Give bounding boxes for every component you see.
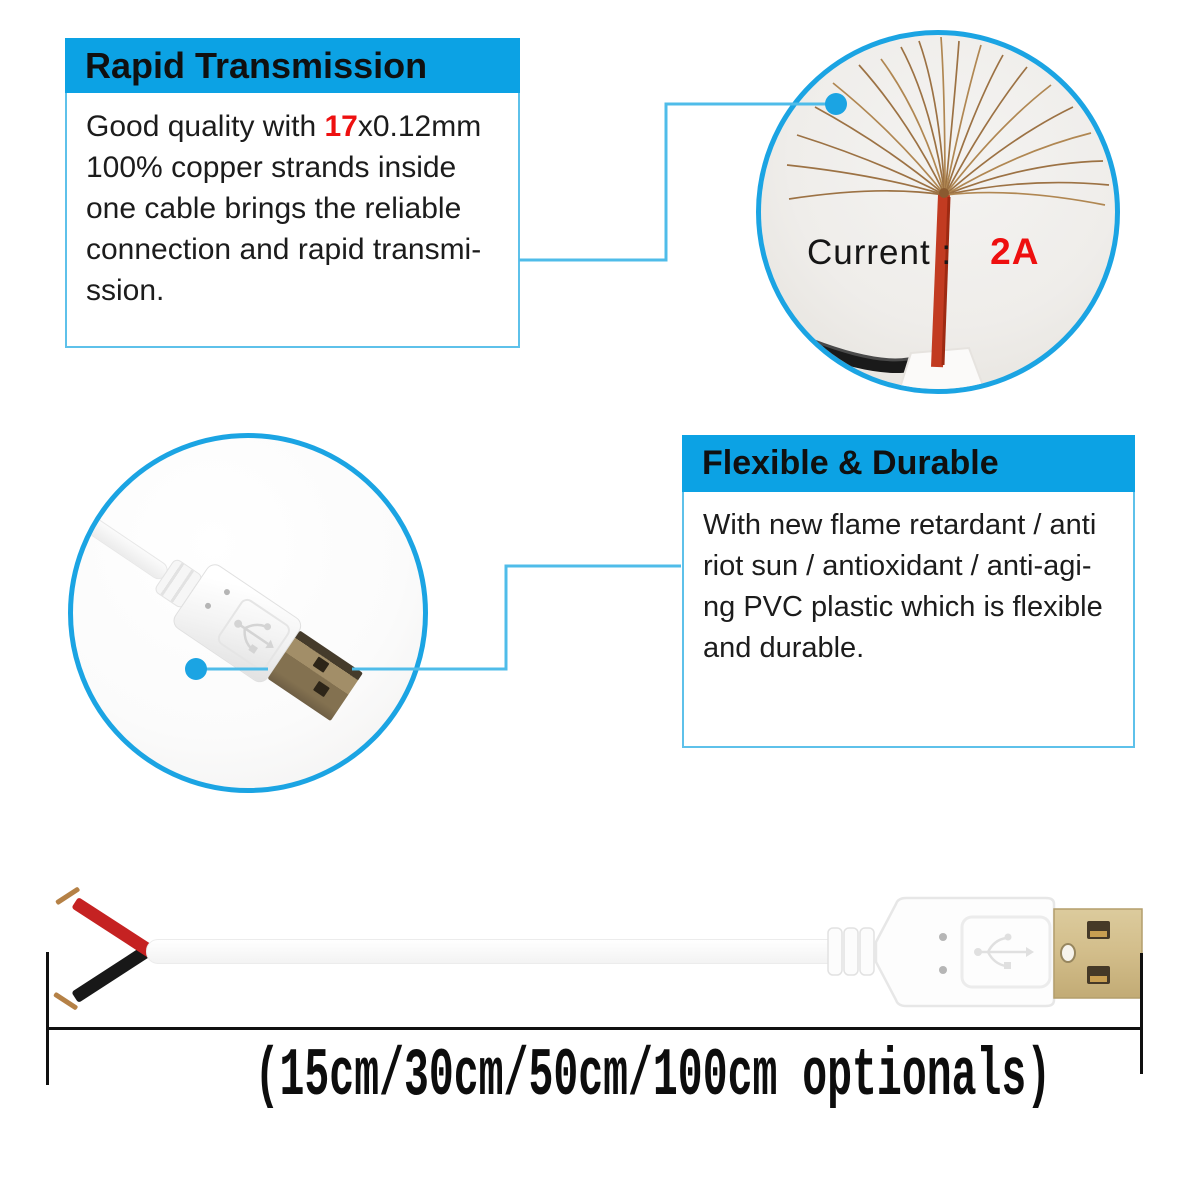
rapid-line-3: one cable brings the reliable [86,192,462,225]
shield-oval-hole [1061,944,1075,962]
mold-dot [223,588,231,596]
flexible-line-1: With new flame retardant / anti [703,509,1097,541]
flexible-durable-title: Flexible & Durable [682,435,1135,492]
mold-dot [204,602,212,610]
shield-contact [1090,931,1107,937]
usb-strain-relief-ribs [828,928,874,975]
dimension-bracket-line [47,1027,1143,1030]
shield-hole [313,681,330,697]
bare-wire-red [71,897,155,958]
rapid-transmission-title: Rapid Transmission [65,38,520,93]
shield-contact [1090,976,1107,982]
rapid-transmission-box [65,38,520,348]
flexible-line-3: ng PVC plastic which is flexible [703,591,1103,623]
usb-connector-photo-circle [68,433,428,793]
strand-converge-point [939,188,949,198]
flexible-line-2: riot sun / antioxidant / anti-agi- [703,550,1092,582]
copper-strands [787,37,1109,205]
usb-connector-photo [81,496,375,738]
shield-hole [313,656,330,672]
flexible-line-4: and durable. [703,632,865,664]
current-label: Current : [807,233,953,272]
wire-strands-illustration [761,35,1115,389]
current-value: 2A [990,231,1040,272]
usb-cable [68,489,171,582]
rapid-line-1 [86,106,518,147]
rapid-line-4: connection and rapid transmi- [86,233,482,266]
rapid-transmission-text [65,93,520,348]
cable-jacket [146,939,836,964]
wire-strands-photo-circle [756,30,1120,394]
flexible-durable-box [682,435,1135,748]
rapid-line-5: ssion. [86,274,165,307]
strand-count-highlight: 17 [324,110,358,143]
current-rating-callout [807,231,1039,273]
mold-dot [939,933,947,941]
rapid-line-1-prefix: Good quality with [86,110,325,143]
usb-metal-shield [1054,909,1142,998]
mold-dot [939,966,947,974]
length-options-row [0,1038,1200,1115]
length-options-label: (15cm/30cm/50cm/100cm optionals) [254,1038,1052,1115]
rapid-line-2: 100% copper strands inside [86,151,457,184]
flexible-durable-text [682,492,1135,748]
usb-connector-bottom [820,890,1150,1015]
rapid-line-1-suffix: x0.12mm [357,110,482,143]
